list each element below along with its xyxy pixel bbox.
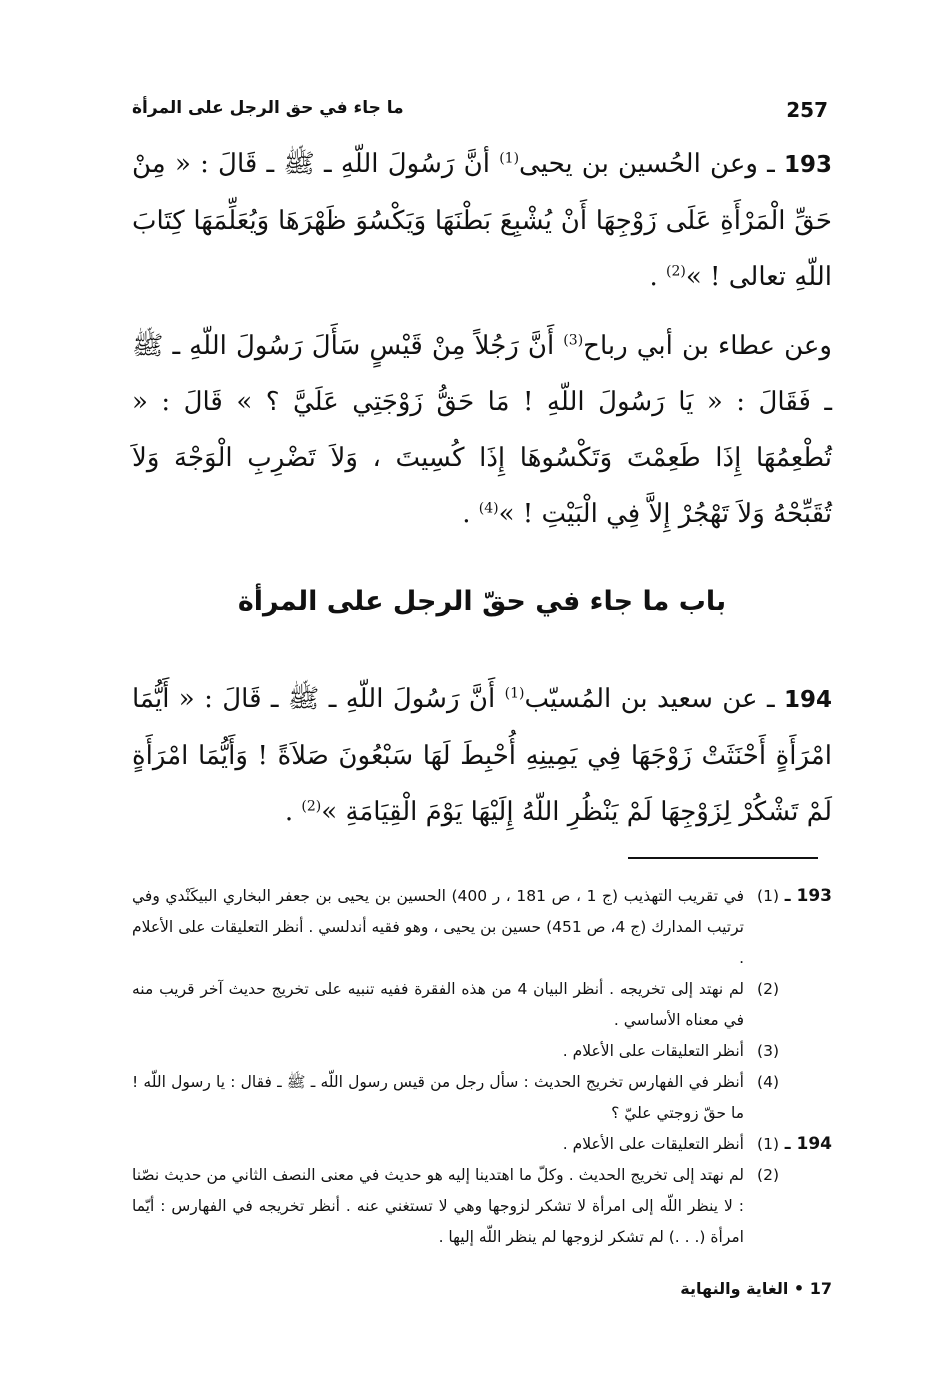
hadith-text: وعن عطاء بن أبي رباح: [583, 331, 832, 361]
footnote-item: [132, 1129, 832, 1160]
hadith-text: أَنَّ رَجُلاً مِنْ قَيْسٍ سَأَلَ رَسُولَ اللّهِ ـ ﷺ ـ فَقَالَ : « يَا رَسُولَ اللّهِ ! مَا حَقُّ زَوْجَتِي عَلَيَّ ؟ » قَالَ : « تُطْعِمُهَا إِذَا طَعِمْتَ وَتَكْسُوهَا إِذَا كُسِيتَ ، وَلاَ تَضْرِبِ الْوَجْهَ وَلاَ تُقَبِّحْهُ وَلاَ تَهْجُرْ إِلاَّ فِي الْبَيْتِ ! »: [132, 331, 832, 529]
footnote-text: أنظر في الفهارس تخريج الحديث : سأل رجل من قيس رسول اللّه ـ ﷺ ـ فقال : يا رسول اللّه ! ما حقّ زوجتي عليّ ؟: [132, 1073, 744, 1122]
hadith-text: ـ عن سعيد بن المُسيّب: [524, 684, 775, 714]
book-title: الغاية والنهاية: [680, 1279, 789, 1298]
hadith-text: أنَّ رَسُولَ اللّهِ ـ ﷺ ـ قَالَ : « مِنْ حَقِّ الْمَرْأَةِ عَلَى زَوْجِهَا أَنْ يُشْبِعَ بَطْنَهَا وَيَكْسُوَ ظَهْرَهَا وَيُعَلِّمَهَا كِتَابَ اللّهِ تعالى ! »: [132, 149, 832, 292]
footnote-ref: (2): [301, 798, 322, 815]
footnote-number: (2): [757, 1166, 779, 1184]
hadith-end: .: [462, 499, 479, 529]
footnote-ref: (2): [666, 263, 686, 280]
sheet-number: 17: [809, 1279, 832, 1298]
footnote-item: [132, 1067, 832, 1129]
footnote-number: (3): [757, 1042, 779, 1060]
footnote-group: 193 ـ: [784, 886, 832, 906]
chapter-title: باب ما جاء في حقّ الرجل على المرأة: [237, 586, 727, 617]
footnote-number: (2): [757, 980, 779, 998]
page-header: [132, 96, 832, 130]
hadith-text: أَنَّ رَسُولَ اللّهِ ـ ﷺ ـ قَالَ : « أَيُّمَا امْرَأَةٍ أَحْنَثَتْ زَوْجَهَا فِي يَمِينِهِ أُحْبِطَ لَهَا سَبْعُونَ صَلاَةً ! وَأَيُّمَا امْرَأَةٍ لَمْ تَشْكُرْ لِزَوْجِهَا لَمْ يَنْظُرِ اللّهُ إِلَيْهَا يَوْمَ الْقِيَامَةِ »: [132, 684, 832, 827]
hadith-194-paragraph: [132, 671, 832, 840]
footnote-item: [132, 974, 832, 1036]
footnote-item: [132, 1160, 832, 1253]
footnote-item: [132, 881, 832, 974]
footnote-ref: (1): [504, 685, 525, 702]
footnote-item: [132, 1036, 832, 1067]
ata-paragraph: [132, 318, 832, 542]
footnotes: [132, 881, 832, 1253]
hadith-text: ـ وعن الحُسين بن يحيى: [519, 149, 775, 179]
footnote-text: في تقريب التهذيب (ج 1 ، ص 181 ، ر 400) الحسين بن يحيى بن جعفر البخاري البيكَنْدي وفي ترتيب المدارك (ج 4، ص 451) حسين بن يحيى ، وهو فقيه أندلسي . أنظر التعليقات على الأعلام .: [132, 887, 744, 967]
footnote-text: لم نهتد إلى تخريجه . أنظر البيان 4 من هذه الفقرة ففيه تنبيه على تخريج حديث آخر قريب منه في معناه الأساسي .: [132, 980, 744, 1029]
hadith-number: 194: [783, 687, 832, 713]
footnote-separator: [628, 857, 818, 859]
running-title: ما جاء في حق الرجل على المرأة: [132, 98, 404, 118]
hadith-193-paragraph: [132, 136, 832, 305]
footnote-ref: (4): [478, 500, 499, 517]
footnote-ref: (3): [563, 332, 584, 349]
footnote-text: أنظر التعليقات على الأعلام .: [562, 1135, 744, 1153]
footnote-number: (4): [757, 1073, 779, 1091]
footer-bullet: •: [793, 1279, 805, 1298]
footnote-text: لم نهتد إلى تخريج الحديث . وكلّ ما اهتدينا إليه هو حديث في معنى النصف الثاني من حديث نصّنا : لا ينظر اللّه إلى امرأة لا تشكر لزوجها وهي لا تستغني عنه . أنظر تخريجه في الفهارس : أيّما امرأة (. . .) لم تشكر لزوجها لم ينظر اللّه إليها .: [132, 1166, 744, 1246]
hadith-end: .: [284, 797, 302, 827]
page-footer: [680, 1279, 832, 1298]
footnote-ref: (1): [499, 150, 520, 167]
hadith-number: 193: [783, 152, 832, 178]
page-number: 257: [786, 98, 828, 122]
footnote-number: (1): [757, 1135, 779, 1153]
hadith-end: .: [649, 262, 666, 292]
footnote-number: (1): [757, 887, 779, 905]
footnote-text: أنظر التعليقات على الأعلام .: [562, 1042, 744, 1060]
footnote-group: 194 ـ: [784, 1134, 832, 1154]
